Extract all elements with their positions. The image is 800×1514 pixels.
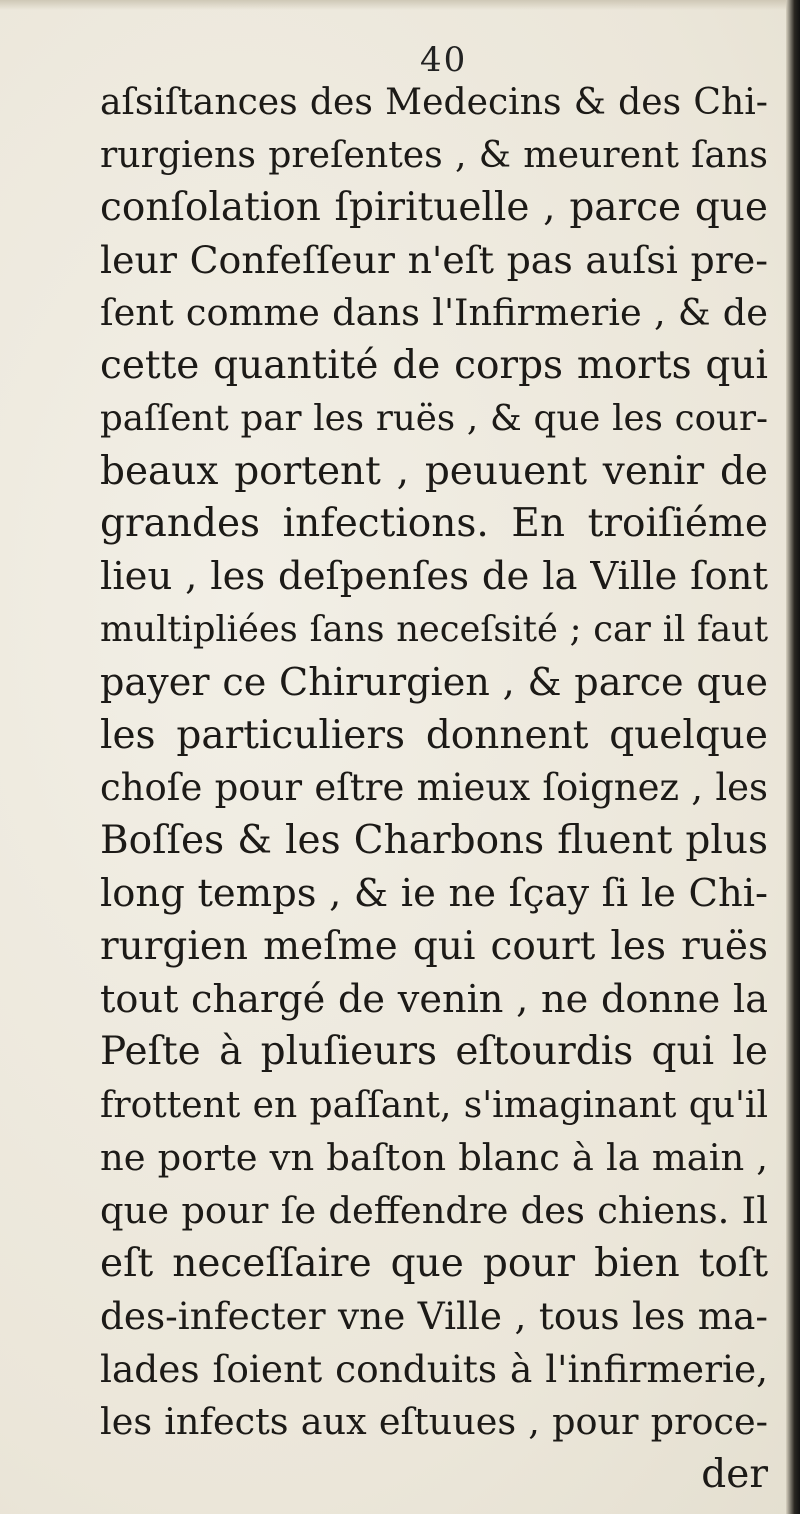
text-line: Peſte à pluſieurs eſtourdis qui le — [100, 1029, 768, 1075]
text-line: conſolation ſpirituelle , parce que — [100, 184, 768, 230]
catchword: der — [701, 1451, 768, 1497]
page-binding-edge — [786, 0, 800, 1514]
text-line: rurgiens preſentes , & meurent ſans — [100, 132, 768, 176]
text-line: beaux portent , peuuent venir de — [100, 448, 768, 494]
text-line: frottent en paſſant, s'imaginant qu'il — [100, 1084, 768, 1127]
text-line: choſe pour eſtre mieux ſoignez , les — [100, 766, 768, 810]
page-number: 40 — [420, 40, 468, 80]
text-line: les particuliers donnent quelque — [100, 712, 768, 758]
text-line: lieu , les deſpenſes de la Ville ſont — [100, 554, 768, 600]
text-line: ſent comme dans l'Infirmerie , & de — [100, 291, 768, 335]
text-line: multipliées ſans neceſsité ; car il faut — [100, 608, 768, 650]
text-line: les infects aux eſtuues , pour proce- — [100, 1399, 768, 1443]
page-top-edge — [0, 0, 800, 10]
text-line: long temps , & ie ne ſçay ſi le Chi- — [100, 870, 768, 916]
text-line: ne porte vn baſton blanc à la main , — [100, 1135, 768, 1179]
text-line: tout chargé de venin , ne donne la — [100, 977, 768, 1022]
text-line: grandes infections. En troiſiéme — [100, 501, 768, 547]
text-line: aſsiſtances des Medecins & des Chi- — [100, 80, 768, 123]
text-line: eſt neceſſaire que pour bien toſt — [100, 1240, 768, 1286]
text-line: cette quantité de corps morts qui — [100, 342, 768, 388]
text-line: rurgien meſme qui court les ruës — [100, 923, 768, 969]
text-line: leur Confeſſeur n'eſt pas auſsi pre- — [100, 238, 768, 283]
text-line: Boſſes & les Charbons fluent plus — [100, 818, 768, 864]
body-text — [100, 76, 768, 1502]
text-line: des-infecter vne Ville , tous les ma- — [100, 1294, 768, 1339]
text-line: que pour ſe deffendre des chiens. Il — [100, 1188, 768, 1232]
text-line: lades ſoient conduits à l'infirmerie, — [100, 1347, 768, 1392]
text-line: payer ce Chirurgien , & parce que — [100, 660, 768, 705]
text-line: paſſent par les ruës , & que les cour- — [100, 397, 768, 439]
